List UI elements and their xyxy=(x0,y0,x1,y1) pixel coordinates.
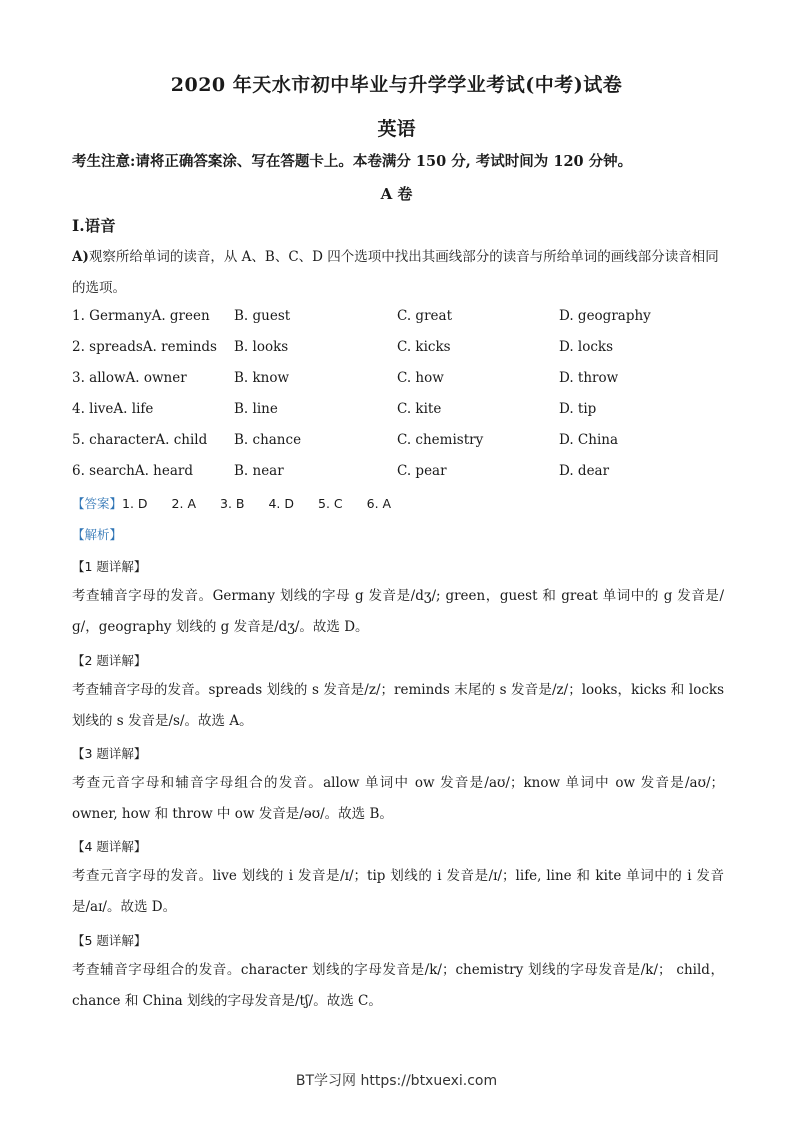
section-instruction xyxy=(72,242,727,304)
option-c: C. great xyxy=(397,308,452,324)
detail-text: 考查元音字母的发音。live 划线的 i 发音是/ɪ/；tip 划线的 i 发音是/ɪ/；life, line 和 kite 单词中的 i 发音是/aɪ/。故选 D。 xyxy=(72,868,724,915)
answer-item: 6. A xyxy=(366,496,392,511)
instruction-text: 观察所给单词的读音，从 A、B、C、D 四个选项中找出其画线部分的读音与所给单词的画线部分读音相同的选项。 xyxy=(72,249,719,296)
detail-text: 考查元音字母和辅音字母组合的发音。allow 单词中 ow 发音是/aʊ/；know 单词中 ow 发音是/aʊ/；owner, how 和 throw 中 ow 发音是/əʊ/。故选 B。 xyxy=(72,775,724,822)
section-title: I.语音 xyxy=(72,216,116,235)
detail-heading: 【2 题详解】 xyxy=(72,653,147,668)
question-row xyxy=(72,370,732,394)
answer-label: 【答案】 xyxy=(72,496,123,511)
site-footer: BT学习网 https://btxuexi.com xyxy=(295,1073,498,1089)
detail-text: 考查辅音字母的发音。spreads 划线的 s 发音是/z/；reminds 末尾的 s 发音是/z/；looks，kicks 和 locks 划线的 s 发音是/s/。故选 A。 xyxy=(72,682,724,729)
option-c: C. pear xyxy=(397,463,447,479)
option-c: C. how xyxy=(397,370,444,386)
instruction-label: A) xyxy=(72,249,89,265)
answer-item: 3. B xyxy=(220,496,245,511)
question-row xyxy=(72,432,732,456)
question-prompt: 4. liveA. life xyxy=(72,401,154,417)
option-c: C. kicks xyxy=(397,339,451,355)
question-prompt: 2. spreadsA. reminds xyxy=(72,339,217,355)
detail-heading: 【1 题详解】 xyxy=(72,559,147,574)
answer-item: 5. C xyxy=(318,496,343,511)
answer-line xyxy=(72,494,415,512)
option-b: B. chance xyxy=(234,432,302,448)
question-prompt: 5. characterA. child xyxy=(72,432,208,448)
detail-text: 考查辅音字母组合的发音。character 划线的字母发音是/k/；chemistry 划线的字母发音是/k/； child，chance 和 China 划线的字母发音是/tʃ/。故选 C。 xyxy=(72,962,724,1009)
option-d: D. geography xyxy=(559,308,651,324)
subject-title: 英语 xyxy=(377,118,416,140)
question-row xyxy=(72,401,732,425)
detail-heading: 【5 题详解】 xyxy=(72,933,147,948)
question-row xyxy=(72,463,732,487)
volume-label: A 卷 xyxy=(380,185,413,203)
question-prompt: 1. GermanyA. green xyxy=(72,308,210,324)
option-b: B. guest xyxy=(234,308,291,324)
option-c: C. kite xyxy=(397,401,442,417)
answer-item: 4. D xyxy=(268,496,295,511)
option-d: D. locks xyxy=(559,339,614,355)
option-b: B. know xyxy=(234,370,290,386)
answer-item: 2. A xyxy=(171,496,196,511)
detail-heading: 【3 题详解】 xyxy=(72,746,147,761)
question-row xyxy=(72,308,732,332)
answer-item: 1. D xyxy=(122,496,148,511)
exam-title: 2020 年天水市初中毕业与升学学业考试(中考)试卷 xyxy=(170,74,623,96)
option-d: D. throw xyxy=(559,370,619,386)
question-prompt: 6. searchA. heard xyxy=(72,463,194,479)
exam-notice: 考生注意:请将正确答案涂、写在答题卡上。本卷满分 150 分, 考试时间为 120 分钟。 xyxy=(72,153,633,170)
detail-heading: 【4 题详解】 xyxy=(72,839,147,854)
question-row xyxy=(72,339,732,363)
option-d: D. dear xyxy=(559,463,610,479)
option-b: B. line xyxy=(234,401,278,417)
detail-text: 考查辅音字母的发音。Germany 划线的字母 g 发音是/dʒ/; green，guest 和 great 单词中的 g 发音是/ɡ/，geography 划线的 g 发音是/dʒ/。故选 D。 xyxy=(72,588,724,635)
option-c: C. chemistry xyxy=(397,432,484,448)
option-d: D. tip xyxy=(559,401,597,417)
analysis-label: 【解析】 xyxy=(72,527,123,542)
option-b: B. looks xyxy=(234,339,289,355)
option-d: D. China xyxy=(559,432,619,448)
option-b: B. near xyxy=(234,463,284,479)
question-prompt: 3. allowA. owner xyxy=(72,370,187,386)
